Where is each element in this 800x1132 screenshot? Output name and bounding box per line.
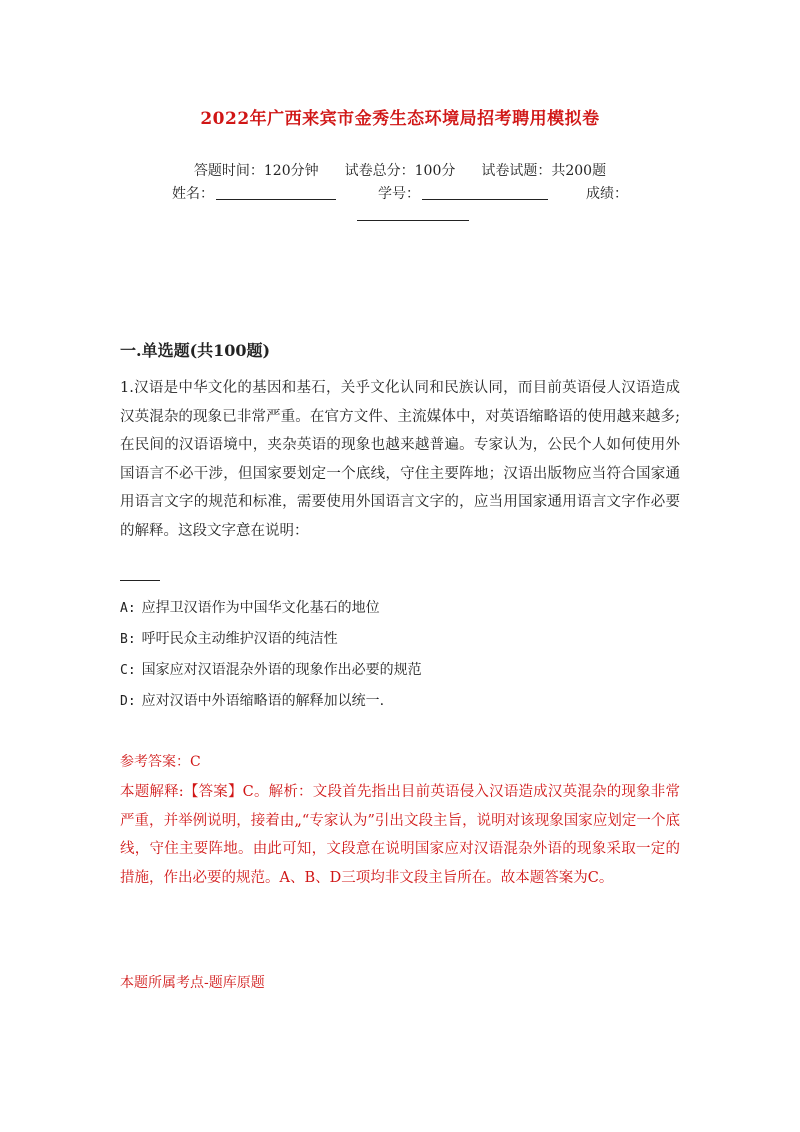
- option-b: [120, 628, 338, 648]
- name-label: 姓名：: [172, 186, 214, 202]
- section-heading: 一.单选题(共100题): [120, 341, 271, 360]
- student-id-blank: [422, 185, 548, 200]
- answer-explanation: 本题解释:【答案】C。解析：文段首先指出目前英语侵入汉语造成汉英混杂的现象非常严重，并举例说明，接着由„“专家认为”引出文段主旨，说明对该现象国家应划定一个底线，守住主要阵地。由此可知，文段意在说明国家应对汉语混杂外语的现象采取一定的措施，作出必要的规范。A、B、D三项均非文段主旨所在。故本题答案为C。: [120, 784, 680, 886]
- option-letter: A:: [120, 601, 136, 616]
- grade-blank: [357, 206, 469, 221]
- option-c: [120, 659, 422, 679]
- option-text: 国家应对汉语混杂外语的现象作出必要的规范: [141, 662, 422, 678]
- document-title: 2022年广西来宾市金秀生态环境局招考聘用模拟卷: [200, 109, 600, 129]
- grade-label: 成绩：: [586, 186, 628, 202]
- exam-time: 答题时间：120分钟: [193, 163, 319, 179]
- option-letter: D:: [120, 694, 136, 709]
- option-letter: C:: [120, 663, 136, 678]
- option-text: 应捍卫汉语作为中国华文化基石的地位: [141, 600, 380, 616]
- student-info-line: [0, 183, 800, 203]
- exam-info-line: [0, 160, 800, 180]
- option-letter: B:: [120, 632, 136, 647]
- student-id-label: 学号：: [378, 186, 420, 202]
- option-text: 应对汉语中外语缩略语的解释加以统一.: [141, 693, 385, 709]
- answer-blank: [120, 566, 160, 581]
- question-category: 本题所属考点-题库原题: [120, 975, 265, 991]
- name-blank: [216, 185, 336, 200]
- reference-answer: 参考答案：C: [120, 754, 201, 770]
- exam-question-count: 试卷试题：共200题: [481, 163, 607, 179]
- exam-total-score: 试卷总分：100分: [344, 163, 456, 179]
- question-stem: 1.汉语是中华文化的基因和基石，关乎文化认同和民族认同，而目前英语侵人汉语造成汉英混杂的现象已非常严重。在官方文件、主流媒体中，对英语缩略语的使用越来越多;在民间的汉语语境中，夹杂英语的现象也越来越普遍。专家认为，公民个人如何使用外国语言不必干涉，但国家要划定一个底线，守住主要阵地；汉语出版物应当符合国家通用语言文字的规范和标准，需要使用外国语言文字的，应当用国家通用语言文字作必要的解释。这段文字意在说明：: [120, 380, 680, 539]
- option-text: 呼吁民众主动维护汉语的纯洁性: [141, 631, 338, 647]
- option-d: [120, 690, 384, 710]
- option-a: [120, 597, 380, 617]
